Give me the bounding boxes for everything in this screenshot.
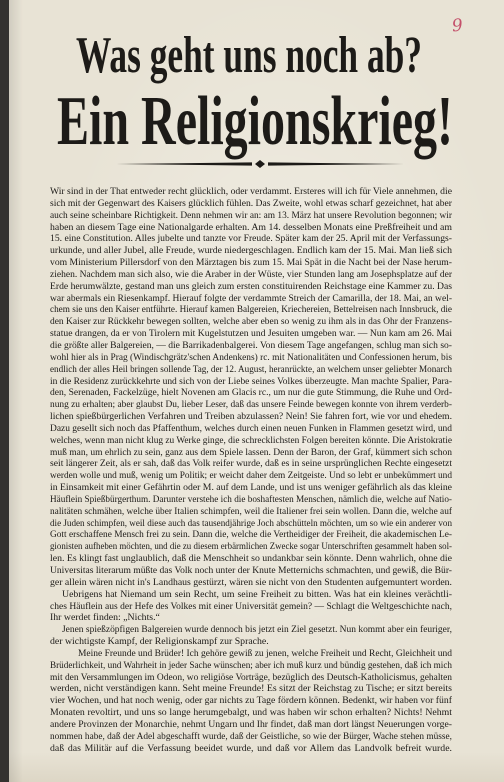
body-line bbox=[50, 210, 452, 222]
body-line bbox=[50, 222, 452, 234]
body-line bbox=[50, 672, 452, 684]
body-line bbox=[50, 482, 452, 494]
body-line bbox=[50, 316, 452, 328]
divider-rule bbox=[116, 162, 252, 165]
body-line-text: Erde herumwälzte, gestand man uns gleich zum ersten constituirenden Reichstage eine Kammer zu. Das bbox=[50, 280, 452, 292]
body-line-text: Brüderlichkeit, und Wahrheit in jeder Sache wünschen; aber ich muß kurz und bündig gestehen, daß ich mich bbox=[50, 659, 452, 671]
body-line-text: chem sie uns den Kaiser entführte. Hierauf kamen Balgereien, Kriechereien, Bettelreisen nach Innsbruck, die bbox=[50, 304, 452, 316]
body-line bbox=[50, 447, 452, 459]
body-line-text: Jenen spießzöpfigen Balgereien wurde dennoch bis jetzt ein Ziel gesetzt. Nun kommt aber ein feuriger, bbox=[62, 624, 452, 636]
body-line-text: Häuflein Spießbürgerthum. Darunter verstehe ich die boshaftesten Menschen, nämlich die, welche auf Natio- bbox=[50, 493, 452, 505]
body-line bbox=[50, 304, 452, 316]
body-line bbox=[50, 470, 452, 482]
body-line-text: Ihr werdet finden: „Nichts.“ bbox=[50, 612, 160, 624]
body-line bbox=[50, 577, 452, 589]
body-line-text: haben an diesem Tage eine Nationalgarde erhalten. Am 14. desselben Monats eine Preßfreiheit und am bbox=[50, 221, 452, 233]
body-line bbox=[50, 612, 452, 624]
body-line-text: die größte aller Balgereien, — die Barrikadenbalgerei. Von diesem Tage angefangen, schlug man sich so- bbox=[50, 339, 452, 351]
archive-pencil-mark: 9 bbox=[450, 15, 464, 37]
body-line-text: Dazu gesellt sich noch das Pfaffenthum, welches durch einen neuen Funken in Flammen gesetzt wird, und bbox=[50, 422, 452, 434]
body-line bbox=[50, 529, 452, 541]
body-line-text: andere Provinzen der Monarchie, nehmt Ungarn und Ihr findet, daß man dort längst Neuerungen vorge- bbox=[50, 718, 452, 730]
body-line-text: wohl hier als in Prag (Windischgrätz'schen Andenkens) rc. mit Nationalitäten und Confessionen herum, bis bbox=[50, 351, 452, 363]
body-line-text: werden, nicht verständigen kann. Seht meine Freunde! Es sitzt der Reichstag zu Tische; er sitzt bereits bbox=[50, 683, 452, 695]
body-line bbox=[50, 494, 452, 506]
body-line bbox=[50, 743, 452, 755]
divider-rule bbox=[268, 162, 404, 165]
body-line-text: vier Wochen, und hat noch wenig, oder gar nichts zu Tage fördern können. Bedenkt, wir haben vor fünf bbox=[50, 695, 452, 707]
body-line-text: len. Es klingt fast unglaublich, daß die Menschheit so undankbar sein könnte. Denn wahrlich, ohne die bbox=[50, 553, 452, 565]
body-line-text: endlich der alles Heil bringen sollende Tag, der 12. August, heranrückte, an welchem unser geliebter Monarch bbox=[50, 363, 452, 375]
body-line bbox=[50, 636, 452, 648]
body-line bbox=[50, 411, 452, 423]
body-text bbox=[50, 186, 452, 755]
body-line bbox=[50, 624, 452, 636]
body-line-text: mit den Versammlungen im Odeon, wo religiöse Vorträge, bezüglich des Deutsch-Katholicismus, gehalten bbox=[50, 671, 452, 683]
body-line bbox=[50, 186, 452, 198]
body-line-text: den Kaiser zur Rückkehr bewegen sollten, welche aber eben so wenig zu ihm als in das Ohr der Franzens- bbox=[50, 316, 452, 328]
body-line bbox=[50, 281, 452, 293]
body-line bbox=[50, 683, 452, 695]
page-title bbox=[57, 84, 453, 164]
body-line-text: ger allein wären nicht in's Landhaus gestürzt, wären sie nicht von den Studenten aufgemuntert worden. bbox=[50, 576, 452, 588]
body-line bbox=[50, 352, 452, 364]
body-line-text: sich mit der Gegenwart des Kaisers glücklich fühlen. Das Zweite, wohl etwas scharf gezeichnet, hat aber bbox=[50, 197, 452, 209]
body-line-text: ches Häuflein aus der Hefe des Volkes mit einer Universität gemein? — Schlagt die Weltgeschichte nach, bbox=[50, 600, 452, 612]
body-line bbox=[50, 601, 452, 613]
body-line-text: den, Serenaden, Fackelzüge, hielt Novenen am Glacis rc., um nur die gute Stimmung, die Ruhe und Ord- bbox=[50, 387, 452, 399]
body-line-text: welches, wenn man nicht klug zu Werke ginge, die schrecklichsten Folgen bereiten könnte. Die Aristokratie bbox=[50, 434, 452, 446]
paragraph bbox=[50, 624, 452, 648]
body-line-text: urkunde, und aller Jubel, alle Freude, wurde niedergeschlagen. Endlich kam der 15. Mai. Man ließ sich bbox=[50, 245, 452, 257]
body-line bbox=[50, 541, 452, 553]
body-line bbox=[50, 518, 452, 530]
title-text: Ein Religionskrieg! bbox=[57, 84, 453, 160]
body-line-text: werden wolle und muß, wenig um Politik; er weicht daher dem Zeitgeiste. Und so lebt er unbekümmert und bbox=[50, 470, 452, 482]
body-line bbox=[50, 648, 452, 660]
body-line-text: lichen spießbürgerlichen Verfahren und Treiben abzulassen? Nein! Sie fahren fort, wie vor und ehedem. bbox=[50, 411, 452, 423]
body-line-text: nung zu erhalten; aber glaubst Du, lieber Leser, daß das unsere Feinde bewegen konnte von ihrem verderb- bbox=[50, 399, 452, 411]
body-line-text: Gott erschaffene Mensch frei zu sein. Dann die, welche die Vertheidiger der Freiheit, die akademischen Le- bbox=[50, 529, 452, 541]
body-line bbox=[50, 198, 452, 210]
body-line bbox=[50, 233, 452, 245]
body-line-text: der wichtigste Kampf, der Religionskampf zur Sprache. bbox=[50, 636, 269, 648]
paragraph bbox=[50, 648, 452, 755]
body-line bbox=[50, 695, 452, 707]
body-line-text: Uebrigens hat Niemand um sein Recht, um seine Freiheit zu bitten. Was hat ein kleines verächtli- bbox=[62, 588, 452, 600]
body-line bbox=[50, 565, 452, 577]
body-line bbox=[50, 257, 452, 269]
body-line-text: seit längerer Zeit, als er sah, daß das Volk reifer wurde, daß es in seine ursprünglichen Rechte eingesetzt bbox=[50, 458, 452, 470]
body-line-text: muß man, um ehrlich zu sein, ganz aus dem Spiele lassen. Denn der Baron, der Graf, kümmert sich schon bbox=[50, 446, 452, 458]
body-line-text: Monaten revoltirt, und uns so lange herumgebalgt, und was haben wir schon erhalten? Nichts! Nehmt bbox=[50, 707, 452, 719]
body-line-text: gionisten aufheben möchten, und die zu diesem erbärmlichen Zwecke sogar Unterschriften gesammelt haben sol- bbox=[50, 541, 452, 553]
body-line bbox=[50, 340, 452, 352]
body-line bbox=[50, 589, 452, 601]
body-line-text: Universitas literarum müßte das Volk noch unter der Knute Metternichs schmachten, und gewiß, die Bür- bbox=[50, 565, 452, 576]
body-line-text: Wir sind in der That entweder recht glücklich, oder verdammt. Ersteres will ich für Viele annehmen, die bbox=[50, 186, 452, 197]
body-line-text: auch seine scheinbare Richtigkeit. Denn nehmen wir an: am 13. März hat unsere Revolution begonnen; wir bbox=[50, 209, 452, 221]
body-line bbox=[50, 660, 452, 672]
body-line bbox=[50, 707, 452, 719]
body-line bbox=[50, 719, 452, 731]
ornamental-divider bbox=[116, 158, 404, 170]
body-line-text: die Juden schimpfen, weil diese auch das tausendjährige Joch abschütteln möchten, um so wie ein anderer von bbox=[50, 517, 452, 529]
headline bbox=[76, 26, 422, 88]
body-line bbox=[50, 364, 452, 376]
body-line-text: Meine Freunde und Brüder! Ich gehöre gewiß zu jenen, welche Freiheit und Recht, Gleichheit und bbox=[78, 647, 452, 659]
body-line-text: nommen habe, daß der Adel abgeschafft wurde, daß der Geistliche, so wie der Bürger, Wache stehen müsse, bbox=[50, 730, 452, 742]
body-line bbox=[50, 399, 452, 411]
body-line bbox=[50, 553, 452, 565]
body-line-text: ziehen. Nachdem man sich also, wie die Araber in der Wüste, vier Stunden lang am Josephsplatze auf der bbox=[50, 268, 452, 280]
body-line bbox=[50, 435, 452, 447]
body-line bbox=[50, 376, 452, 388]
body-line-text: statue drangen, da er von Tirolern mit Kugelstutzen und Jesuiten umgeben war. — Nun kam am 26. Mai bbox=[50, 328, 452, 340]
body-line bbox=[50, 328, 452, 340]
body-line-text: war abermals ein Riesenkampf. Hierauf folgte der verdammte Streich der Camarilla, der 18. Mai, an wel- bbox=[50, 292, 452, 304]
body-line bbox=[50, 731, 452, 743]
body-line-text: in Einsamkeit mit einer Gefährtin oder M. auf dem Lande, und ist uns weniger gefährlich als das kleine bbox=[50, 482, 452, 494]
headline-text: Was geht uns noch ab? bbox=[76, 27, 422, 84]
body-line-text: daß das Militär auf die Verfassung beeidet wurde, und daß vor Allem das Landvolk befreit wurde. bbox=[50, 742, 452, 754]
body-line bbox=[50, 423, 452, 435]
body-line-text: in die Residenz zurückkehrte und sich von der Liebe seines Volkes überzeugte. Man machte Spalier, Para- bbox=[50, 375, 452, 387]
paragraph bbox=[50, 589, 452, 625]
body-line-text: vom Ministerium Pillersdorf von den Märztagen bis zum 15. Mai Spät in die Nacht bei der Nase herum- bbox=[50, 257, 452, 269]
body-line-text: nalitäten schmähen, welche über Italien schimpfen, weil die Italiener frei sein wollen. Dann die, welche auf bbox=[50, 505, 452, 517]
body-line bbox=[50, 458, 452, 470]
body-line bbox=[50, 245, 452, 257]
body-line bbox=[50, 293, 452, 305]
body-line-text: 15. eine Constitution. Alles jubelte und tanzte vor Freude. Später kam der 25. April mit der Verfassungs- bbox=[50, 233, 452, 245]
body-line bbox=[50, 387, 452, 399]
body-line bbox=[50, 506, 452, 518]
body-line bbox=[50, 269, 452, 281]
divider-ornament-icon bbox=[255, 160, 265, 168]
paragraph bbox=[50, 186, 452, 589]
